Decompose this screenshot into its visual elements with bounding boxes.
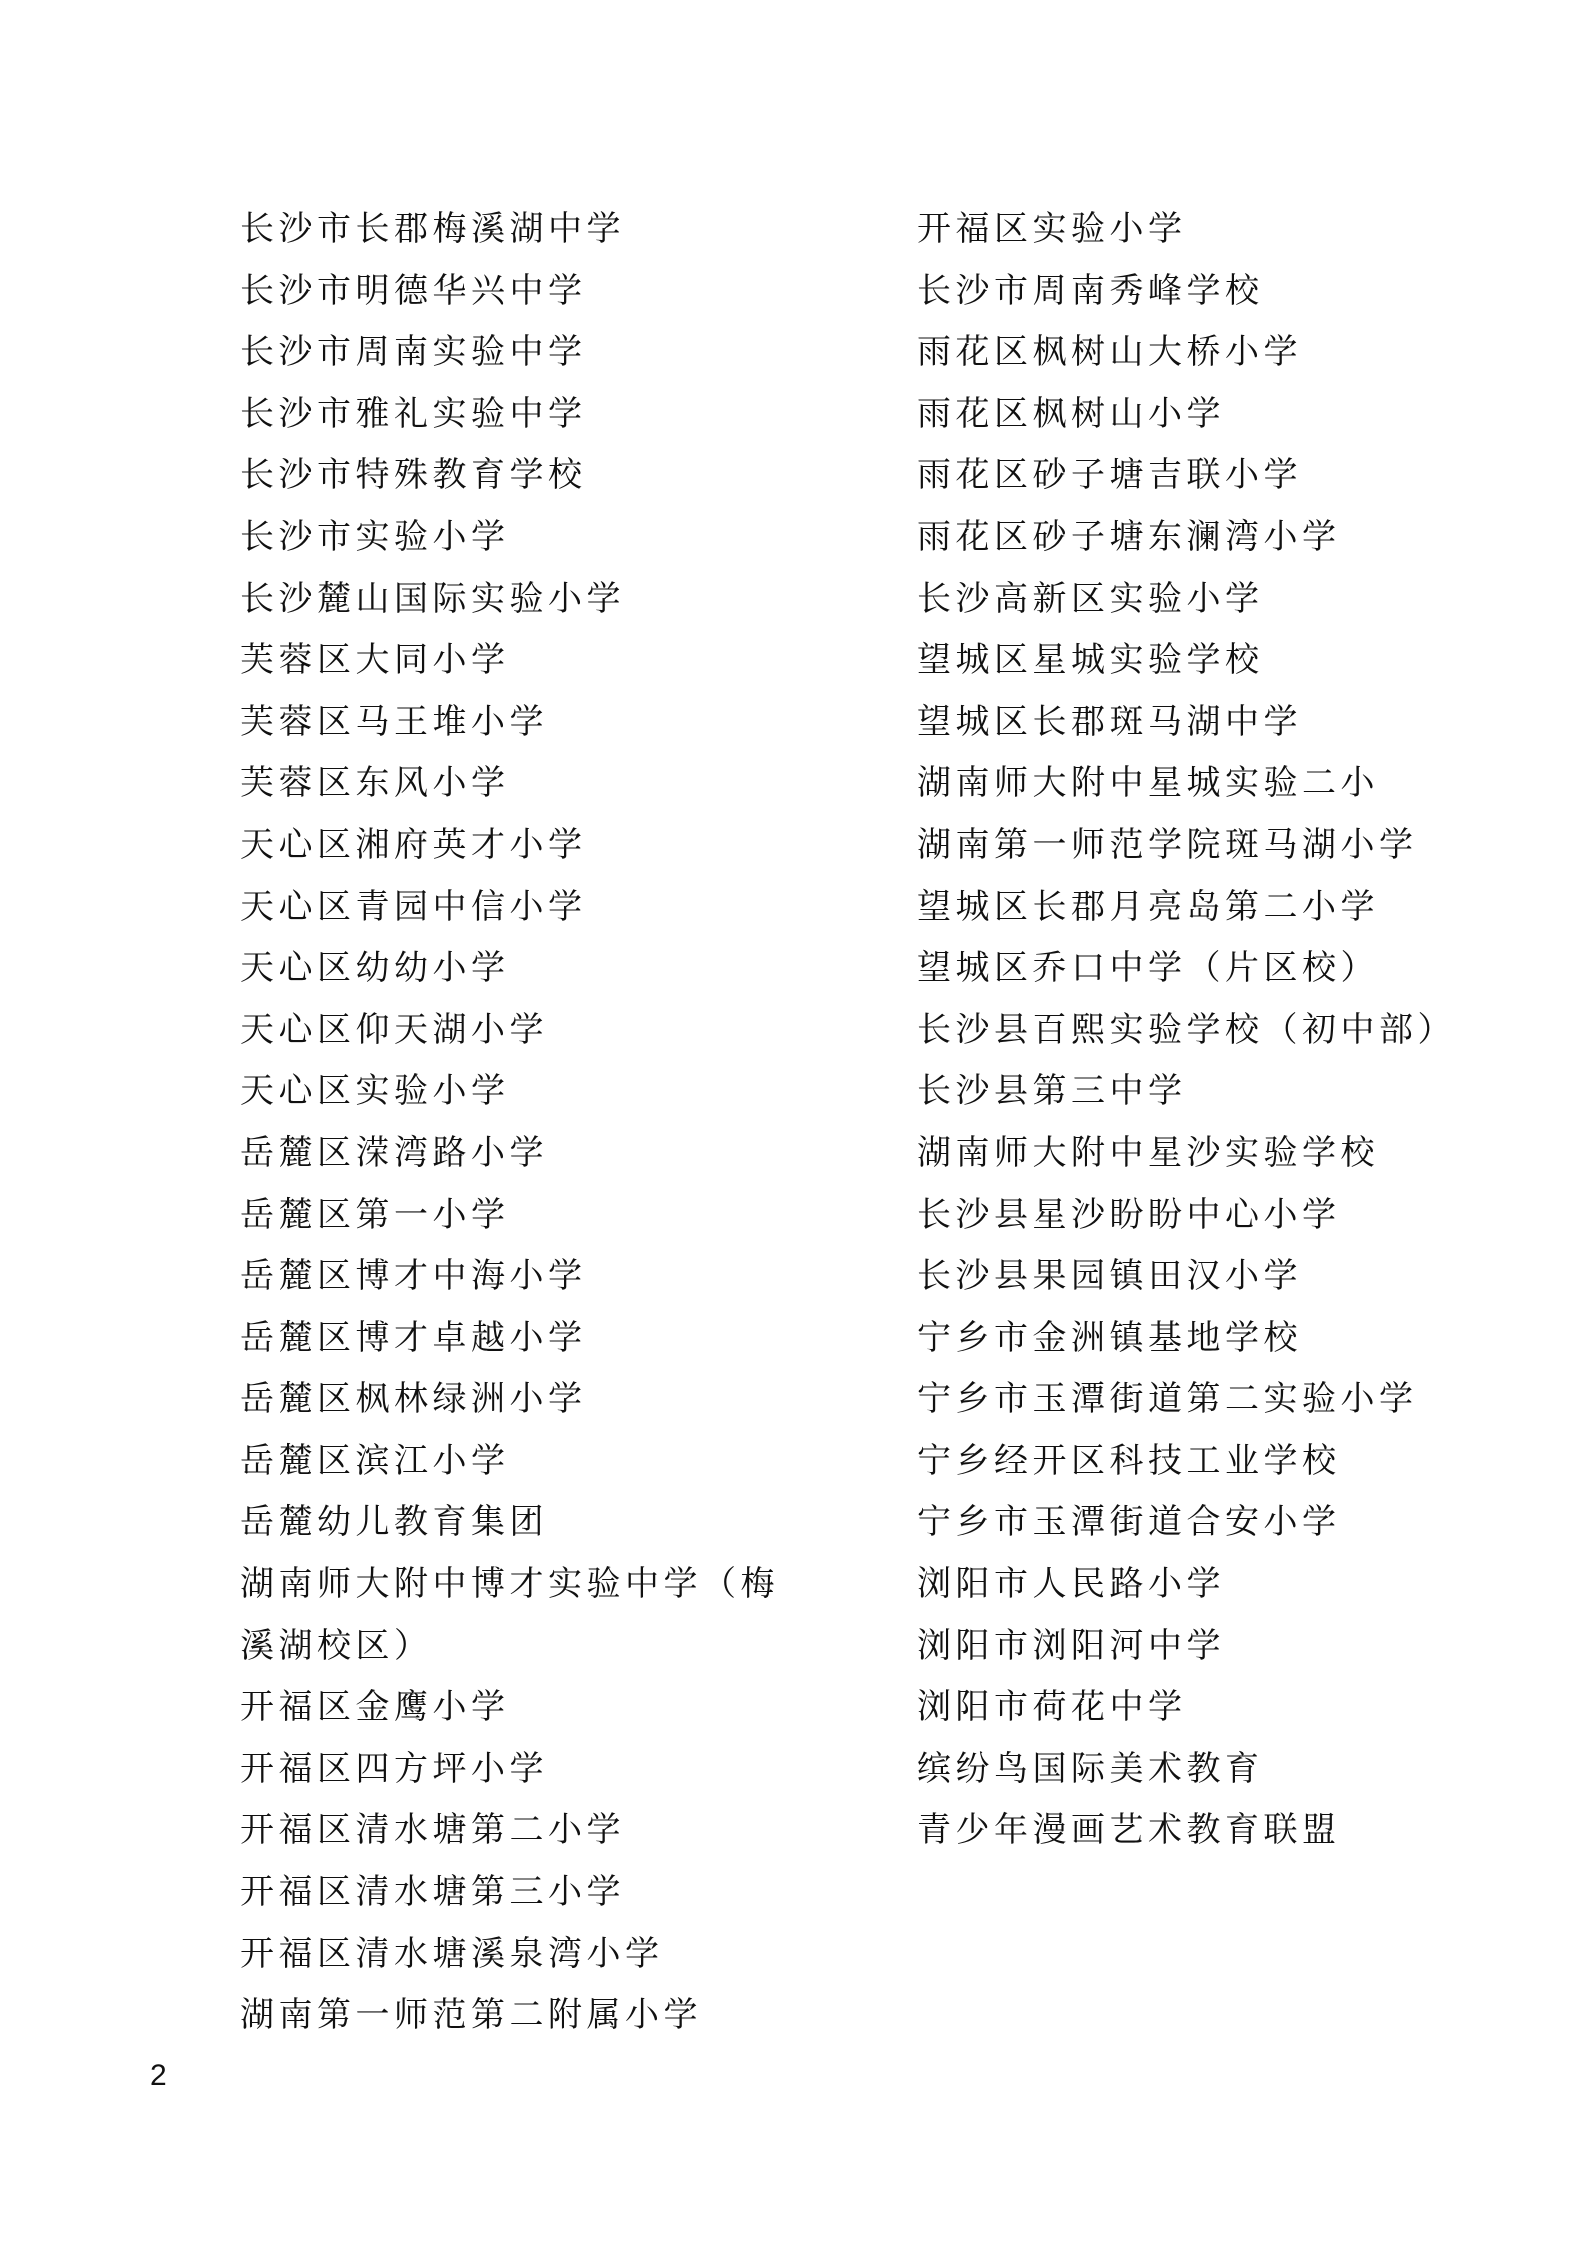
school-list-item: 湖南第一师范第二附属小学	[240, 1995, 702, 2036]
school-list-item: 天心区青园中信小学	[240, 886, 587, 927]
school-list-item: 岳麓区第一小学	[240, 1194, 510, 1235]
school-list-right	[917, 199, 1557, 1862]
school-list-item: 天心区湘府英才小学	[240, 824, 587, 865]
school-list-item: 芙蓉区东风小学	[240, 763, 510, 804]
school-list-item: 长沙麓山国际实验小学	[240, 578, 625, 619]
school-list-item: 雨花区枫树山大桥小学	[917, 332, 1302, 373]
school-list-item: 宁乡市金洲镇基地学校	[917, 1317, 1302, 1358]
school-list-item: 长沙县星沙盼盼中心小学	[917, 1194, 1341, 1235]
school-list-item: 开福区清水塘第三小学	[240, 1872, 625, 1913]
school-list-item: 溪湖校区）	[240, 1625, 433, 1666]
school-list-item: 浏阳市浏阳河中学	[917, 1625, 1225, 1666]
school-list-item: 湖南第一师范学院斑马湖小学	[917, 824, 1418, 865]
school-list-item: 缤纷鸟国际美术教育	[917, 1748, 1264, 1789]
school-list-item: 开福区清水塘溪泉湾小学	[240, 1933, 664, 1974]
school-list-item: 开福区金鹰小学	[240, 1687, 510, 1728]
school-list-item: 开福区四方坪小学	[240, 1748, 548, 1789]
school-list-item: 天心区实验小学	[240, 1071, 510, 1112]
school-list-item: 长沙县百熙实验学校（初中部）	[917, 1009, 1456, 1050]
school-list-item: 岳麓区博才卓越小学	[240, 1317, 587, 1358]
school-list-item: 天心区仰天湖小学	[240, 1009, 548, 1050]
school-list-item: 浏阳市荷花中学	[917, 1687, 1187, 1728]
school-list-item: 长沙市实验小学	[240, 516, 510, 557]
school-list-item: 雨花区砂子塘吉联小学	[917, 455, 1302, 496]
school-list-item: 芙蓉区大同小学	[240, 640, 510, 681]
school-list-item: 浏阳市人民路小学	[917, 1564, 1225, 1605]
school-list-item: 开福区实验小学	[917, 209, 1187, 249]
school-list-item: 望城区长郡斑马湖中学	[917, 701, 1302, 742]
school-list-item: 长沙县第三中学	[917, 1071, 1187, 1112]
page-number: 2	[150, 2059, 167, 2092]
school-list-item: 长沙县果园镇田汉小学	[917, 1256, 1302, 1297]
school-list-item: 雨花区砂子塘东澜湾小学	[917, 516, 1341, 557]
school-list-item: 宁乡市玉潭街道合安小学	[917, 1502, 1341, 1543]
school-list-item: 宁乡市玉潭街道第二实验小学	[917, 1379, 1418, 1420]
school-list-item: 岳麓区溁湾路小学	[240, 1132, 548, 1173]
school-list-item: 岳麓区滨江小学	[240, 1440, 510, 1481]
school-list-item: 长沙市明德华兴中学	[240, 270, 587, 311]
school-list-item: 长沙市周南秀峰学校	[917, 270, 1264, 311]
school-list-item: 望城区星城实验学校	[917, 640, 1264, 681]
school-list-item: 长沙市雅礼实验中学	[240, 393, 587, 434]
school-list-item: 湖南师大附中星城实验二小	[917, 763, 1379, 804]
school-list-item: 湖南师大附中星沙实验学校	[917, 1132, 1379, 1173]
school-list-item: 望城区长郡月亮岛第二小学	[917, 886, 1379, 927]
school-list-item: 雨花区枫树山小学	[917, 393, 1225, 434]
school-list-item: 宁乡经开区科技工业学校	[917, 1440, 1341, 1481]
school-list-item: 长沙市长郡梅溪湖中学	[240, 209, 625, 249]
school-list-item: 岳麓区博才中海小学	[240, 1256, 587, 1297]
school-list-item: 长沙市周南实验中学	[240, 332, 587, 373]
school-list-item: 湖南师大附中博才实验中学（梅	[240, 1564, 779, 1605]
school-list-item: 芙蓉区马王堆小学	[240, 701, 548, 742]
school-list-item: 长沙高新区实验小学	[917, 578, 1264, 619]
school-list-item: 长沙市特殊教育学校	[240, 455, 587, 496]
school-list-item: 岳麓幼儿教育集团	[240, 1502, 548, 1543]
school-list-item: 岳麓区枫林绿洲小学	[240, 1379, 587, 1420]
school-list-item: 天心区幼幼小学	[240, 948, 510, 989]
school-list-item: 青少年漫画艺术教育联盟	[917, 1810, 1341, 1851]
school-list-item: 开福区清水塘第二小学	[240, 1810, 625, 1851]
school-list-left	[240, 199, 800, 2047]
school-list-item: 望城区乔口中学（片区校）	[917, 948, 1379, 989]
